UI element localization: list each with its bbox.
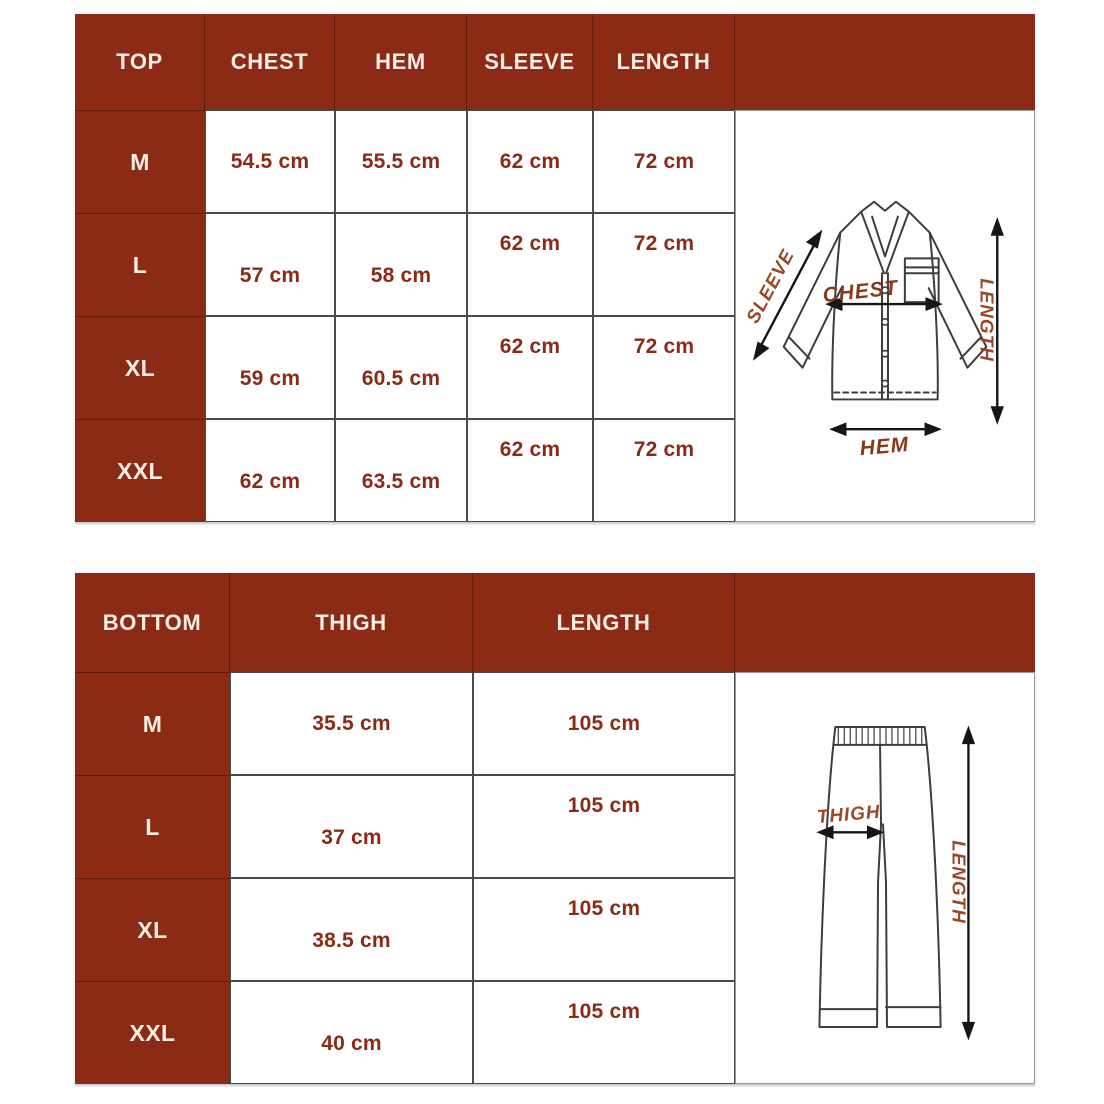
bottom-header-size xyxy=(75,573,230,672)
hem-diagram-label: HEM xyxy=(858,432,911,461)
value-label: 40 cm xyxy=(321,1031,382,1055)
bottom-table-body xyxy=(75,672,1035,1084)
top-m-length xyxy=(593,110,735,213)
shirt-button xyxy=(882,380,888,386)
top-header-size xyxy=(75,14,205,110)
value-label: 72 cm xyxy=(633,437,695,461)
value-label: 62 cm xyxy=(499,231,561,255)
size-label: L xyxy=(132,251,148,278)
bottom-l-length xyxy=(473,775,735,878)
bottom-header-length-label: LENGTH xyxy=(556,609,651,635)
chest-diagram-label: CHEST xyxy=(821,276,900,308)
bottom-xl-length xyxy=(473,878,735,981)
value-label: 105 cm xyxy=(567,896,641,920)
shirt-button xyxy=(882,351,888,357)
value-label: 105 cm xyxy=(567,793,641,817)
value-label: 63.5 cm xyxy=(361,469,441,493)
value-label: 62 cm xyxy=(499,149,561,173)
bottom-header-thigh xyxy=(230,573,473,672)
top-xxl-length xyxy=(593,419,735,522)
sleeve-diagram-label: SLEEVE xyxy=(741,245,799,327)
pants-diagram-cell xyxy=(735,672,1035,1084)
value-label: 62 cm xyxy=(239,469,301,493)
value-label: 37 cm xyxy=(321,825,382,849)
pants-line-art xyxy=(819,727,940,1027)
size-label: L xyxy=(145,813,160,840)
top-m-sleeve xyxy=(467,110,593,213)
top-header-chest-label: CHEST xyxy=(230,49,309,74)
value-label: 35.5 cm xyxy=(312,711,391,735)
top-size-cell-l xyxy=(75,213,205,316)
value-label: 57 cm xyxy=(239,263,301,287)
bottom-header-length xyxy=(473,573,735,672)
top-header-length xyxy=(593,14,735,110)
top-table-body xyxy=(75,110,1035,522)
value-label: 55.5 cm xyxy=(361,149,441,173)
value-label: 72 cm xyxy=(633,149,695,173)
value-label: 60.5 cm xyxy=(361,366,441,390)
top-m-chest xyxy=(205,110,335,213)
top-xl-hem xyxy=(335,316,467,419)
size-label: M xyxy=(130,148,150,175)
size-label: XXL xyxy=(117,457,163,484)
top-l-sleeve xyxy=(467,213,593,316)
top-xl-chest xyxy=(205,316,335,419)
top-header-sleeve-label: SLEEVE xyxy=(484,49,575,74)
thigh-diagram-label: THIGH xyxy=(816,800,882,828)
top-header-sleeve xyxy=(467,14,593,110)
shirt-button xyxy=(882,319,888,325)
top-xxl-hem xyxy=(335,419,467,522)
value-label: 62 cm xyxy=(499,437,561,461)
value-label: 72 cm xyxy=(633,334,695,358)
size-label: XL xyxy=(137,916,168,943)
value-label: 58 cm xyxy=(370,263,432,287)
top-size-cell-m xyxy=(75,110,205,213)
top-size-cell-xxl xyxy=(75,419,205,522)
pants-length-diagram-label: LENGTH xyxy=(948,840,970,924)
bottom-xxl-length xyxy=(473,981,735,1084)
top-header-diagram-spacer xyxy=(735,14,1035,110)
value-label: 105 cm xyxy=(567,711,641,735)
top-header-length-label: LENGTH xyxy=(616,49,711,74)
value-label: 105 cm xyxy=(567,999,641,1023)
bottom-size-cell-xxl xyxy=(75,981,230,1084)
bottom-table-header xyxy=(75,573,1035,672)
top-header-hem xyxy=(335,14,467,110)
top-xl-length xyxy=(593,316,735,419)
bottom-header-diagram-spacer xyxy=(735,573,1035,672)
bottom-header-thigh-label: THIGH xyxy=(315,609,387,635)
elastic-waistband-hatch xyxy=(838,728,921,744)
value-label: 72 cm xyxy=(633,231,695,255)
bottom-m-length xyxy=(473,672,735,775)
top-size-table xyxy=(75,14,1035,522)
shirt-diagram-cell xyxy=(735,110,1035,522)
value-label: 54.5 cm xyxy=(230,149,310,173)
value-label: 38.5 cm xyxy=(312,928,391,952)
bottom-xxl-thigh xyxy=(230,981,473,1084)
shirt-length-diagram-label: LENGTH xyxy=(976,278,998,362)
top-table-header xyxy=(75,14,1035,110)
top-header-chest xyxy=(205,14,335,110)
bottom-size-cell-m xyxy=(75,672,230,775)
value-label: 59 cm xyxy=(239,366,301,390)
bottom-size-cell-l xyxy=(75,775,230,878)
size-label: XL xyxy=(124,354,156,381)
top-xl-sleeve xyxy=(467,316,593,419)
bottom-size-cell-xl xyxy=(75,878,230,981)
top-l-chest xyxy=(205,213,335,316)
bottom-header-size-label: BOTTOM xyxy=(102,609,202,635)
bottom-size-table xyxy=(75,573,1035,1084)
value-label: 62 cm xyxy=(499,334,561,358)
size-label: XXL xyxy=(129,1019,176,1046)
top-xxl-sleeve xyxy=(467,419,593,522)
bottom-l-thigh xyxy=(230,775,473,878)
pajama-shirt-diagram xyxy=(736,111,1034,521)
bottom-xl-thigh xyxy=(230,878,473,981)
bottom-m-thigh xyxy=(230,672,473,775)
top-l-hem xyxy=(335,213,467,316)
pajama-pants-diagram xyxy=(736,673,1034,1083)
top-header-hem-label: HEM xyxy=(375,49,426,74)
top-l-length xyxy=(593,213,735,316)
top-m-hem xyxy=(335,110,467,213)
top-size-cell-xl xyxy=(75,316,205,419)
top-xxl-chest xyxy=(205,419,335,522)
top-header-size-label: TOP xyxy=(116,49,163,74)
size-label: M xyxy=(142,710,163,737)
